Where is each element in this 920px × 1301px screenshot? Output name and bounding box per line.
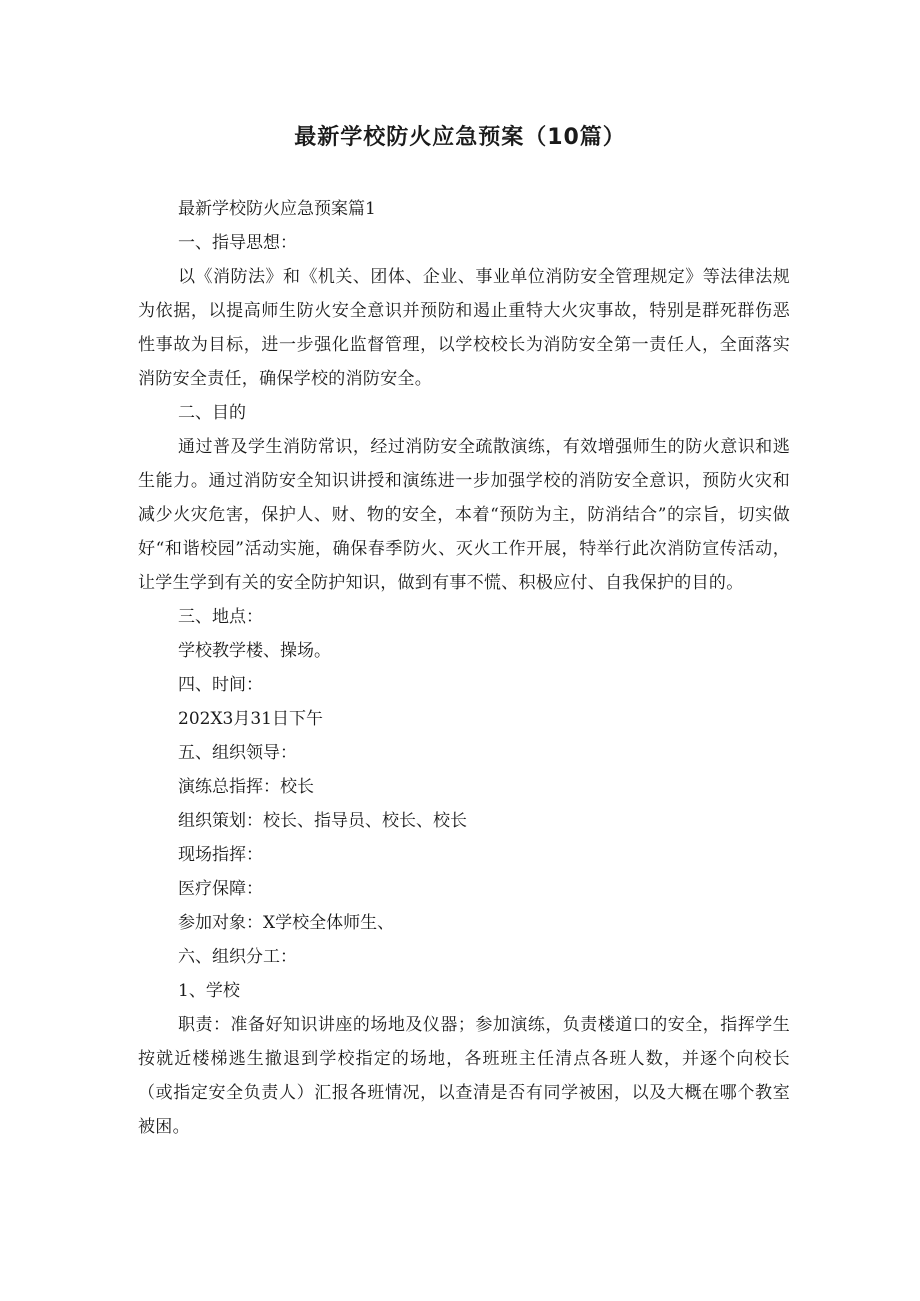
text-time: 202X3月31日下午 bbox=[178, 709, 323, 729]
heading-organization: 五、组织领导： bbox=[178, 743, 297, 763]
paragraph-school-duties: 职责：准备好知识讲座的场地及仪器；参加演练，负责楼道口的安全，指挥学生按就近楼梯逃生撤退到学校指定的场地，各班班主任清点各班人数，并逐个向校长（或指定安全负责人）汇报各班情况，以查清是否有同学被困，以及大概在哪个教室被困。 bbox=[138, 1015, 790, 1137]
text-location: 学校教学楼、操场。 bbox=[178, 641, 331, 661]
document-body bbox=[138, 192, 790, 1144]
text-site-command: 现场指挥： bbox=[178, 845, 263, 865]
heading-guiding-ideology: 一、指导思想： bbox=[178, 233, 297, 253]
document-title: 最新学校防火应急预案（10篇） bbox=[294, 125, 626, 150]
paragraph-purpose: 通过普及学生消防常识，经过消防安全疏散演练，有效增强师生的防火意识和逃生能力。通过消防安全知识讲授和演练进一步加强学校的消防安全意识，预防火灾和减少火灾危害，保护人、财、物的安全，本着“预防为主，防消结合”的宗旨，切实做好“和谐校园”活动实施，确保春季防火、灭火工作开展，特举行此次消防宣传活动，让学生学到有关的安全防护知识，做到有事不慌、积极应付、自我保护的目的。 bbox=[138, 437, 790, 593]
paragraph-guiding-ideology: 以《消防法》和《机关、团体、企业、事业单位消防安全管理规定》等法律法规为依据，以提高师生防火安全意识并预防和遏止重特大火灾事故，特别是群死群伤恶性事故为目标，进一步强化监督管理，以学校校长为消防安全第一责任人，全面落实消防安全责任，确保学校的消防安全。 bbox=[138, 267, 790, 389]
text-participants: 参加对象：X学校全体师生、 bbox=[178, 913, 395, 933]
heading-time: 四、时间： bbox=[178, 675, 263, 695]
heading-division-of-labor: 六、组织分工： bbox=[178, 947, 297, 967]
text-commander: 演练总指挥：校长 bbox=[178, 777, 314, 797]
heading-purpose: 二、目的 bbox=[178, 403, 246, 423]
section-heading-plan-1: 最新学校防火应急预案篇1 bbox=[178, 199, 376, 219]
text-medical: 医疗保障： bbox=[178, 879, 263, 899]
subheading-school: 1、学校 bbox=[178, 981, 240, 1001]
text-planning: 组织策划：校长、指导员、校长、校长 bbox=[178, 811, 467, 831]
heading-location: 三、地点： bbox=[178, 607, 263, 627]
